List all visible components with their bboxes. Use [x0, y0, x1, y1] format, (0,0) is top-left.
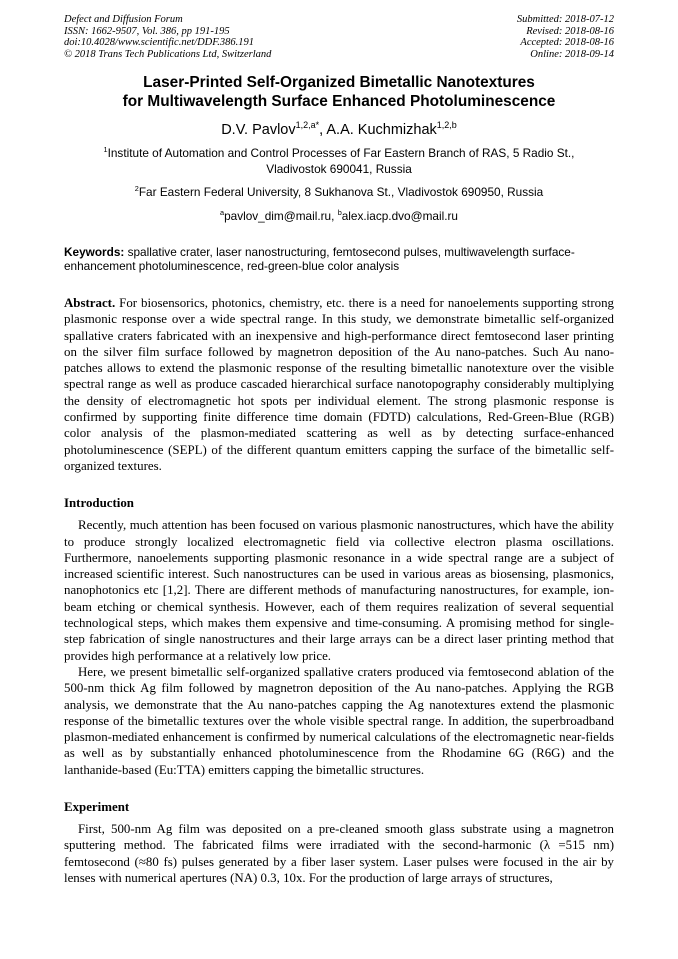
abstract-text: For biosensorics, photonics, chemistry, etc. there is a need for nanoelements supporting strong plasmonic response over a wide spectral range. In this study, we demonstrate bimetallic self-organized spallative craters fabricated with an inexpensive and high-performance direct femtosecond laser printing on the silver film surface followed by magnetron deposition of the Au nano-patches. Such Au nano-patches allows to extend the plasmonic response of the resulting bimetallic nanotexture over the visible spectral range as well as produce cascaded hierarchical surface nanotopography considerably multiplying the density of electromagnetic hot spots per individual element. The strong plasmonic response is confirmed by supporting finite difference time domain (FDTD) calculations, Red-Green-Blue (RGB) color analysis of the plasmon-mediated scattering as well as by detecting surface-enhanced photoluminescence (SEPL) of the different quantum emitters capping the surface of the bimetallic self-organized textures. — [64, 295, 614, 473]
author-2-name: A.A. Kuchmizhak — [326, 122, 437, 139]
introduction-paragraph-2: Here, we present bimetallic self-organized spallative craters produced via femtosecond ablation of the 500-nm thick Ag film followed by magnetron deposition of the Au nano-patches. Applying the RGB analysis, we demonstrate that the Au nano-patches capping the Ag nanotextures extend the plasmonic response of the bimetallic textures over the whole visible spectral range. In addition, the superbroadband plasmon-mediated enhancement is confirmed by numerical calculations of the electromagnetic near-fields as well as by substantially enhanced photoluminescence from the Rhodamine 6G (R6G) and the lanthanide-based (Eu:TTA) emitters capping the bimetallic structures. — [64, 664, 614, 777]
section-heading-introduction: Introduction — [64, 496, 134, 511]
keywords-label: Keywords: — [64, 245, 125, 260]
journal-doi: doi:10.4028/www.scientific.net/DDF.386.191 — [64, 37, 255, 49]
date-revised: Revised: 2018-08-16 — [526, 25, 614, 37]
title-line-1: Laser-Printed Self-Organized Bimetallic Nanotextures — [143, 74, 535, 92]
date-accepted: Accepted: 2018-08-16 — [520, 37, 614, 49]
experiment-paragraph-1: First, 500-nm Ag film was deposited on a pre-cleaned smooth glass substrate using a magnetron sputtering method. The fabricated films were irradiated with the second-harmonic (λ =515 nm) femtosecond (≈80 fs) pulses generated by a fiber laser system. Laser pulses were focused in the air by lenses with numerical apertures (NA) 0.3, 10x. For the production of large arrays of structures, — [64, 821, 614, 885]
author-2-affil: 1,2,b — [436, 120, 457, 131]
email-a-mark: a — [220, 207, 225, 217]
author-list — [64, 121, 614, 139]
paper-title — [64, 73, 614, 111]
journal-header — [64, 14, 614, 60]
affiliation-1-text: Institute of Automation and Control Processes of Far Eastern Branch of RAS, 5 Radio St., Vladivostok 690041, Russia — [107, 146, 575, 176]
date-submitted: Submitted: 2018-07-12 — [516, 14, 614, 25]
section-heading-experiment: Experiment — [64, 799, 130, 814]
affiliation-2-text: Far Eastern Federal University, 8 Sukhanova St., Vladivostok 690950, Russia — [138, 185, 544, 200]
abstract-label: Abstract. — [64, 295, 116, 310]
author-emails — [64, 209, 614, 225]
journal-info — [64, 14, 271, 60]
keywords-text: spallative crater, laser nanostructuring, femtosecond pulses, multiwavelength surface-enhancement photoluminescence, red-green-blue color analysis — [64, 245, 575, 274]
author-1-affil: 1,2,a* — [295, 120, 320, 131]
author-1-name: D.V. Pavlov — [221, 122, 296, 139]
keywords-block — [64, 246, 614, 274]
author-separator: , — [319, 122, 327, 139]
email-a: pavlov_dim@mail.ru, — [224, 208, 338, 223]
introduction-paragraph-1: Recently, much attention has been focused on various plasmonic nanostructures, which have the ability to produce strongly localized electromagnetic field via collective electron plasma oscillations. Furthermore, nanoelements supporting plasmonic resonance in a wide spectral range are a subject of increased scientific interest. Such nanostructures can be used in various areas as biosensing, plasmonics, nanophotonics etc [1,2]. There are different methods of manufacturing nanostructures, for example, ion-beam etching or chemical synthesis. However, each of them requires realization of several sequential technological steps, which makes them expensive and time-consuming. A promising method for single-step fabrication of single nanostructures and their large arrays can be a direct laser printing method that provides high performance at a relatively low price. — [64, 518, 614, 663]
journal-copyright: © 2018 Trans Tech Publications Ltd, Switzerland — [64, 48, 272, 60]
journal-issn: ISSN: 1662-9507, Vol. 386, pp 191-195 — [64, 25, 230, 37]
affiliation-1-mark: 1 — [103, 145, 108, 155]
abstract — [64, 295, 614, 474]
affiliation-1 — [64, 146, 614, 177]
email-b-mark: b — [337, 207, 342, 217]
affiliation-2-mark: 2 — [134, 184, 139, 194]
date-online: Online: 2018-09-14 — [530, 48, 614, 60]
journal-name: Defect and Diffusion Forum — [64, 14, 183, 25]
title-line-2: for Multiwavelength Surface Enhanced Photoluminescence — [122, 93, 556, 111]
email-b: alex.iacp.dvo@mail.ru — [341, 208, 458, 223]
publication-dates — [517, 14, 614, 60]
affiliation-2 — [64, 185, 614, 201]
